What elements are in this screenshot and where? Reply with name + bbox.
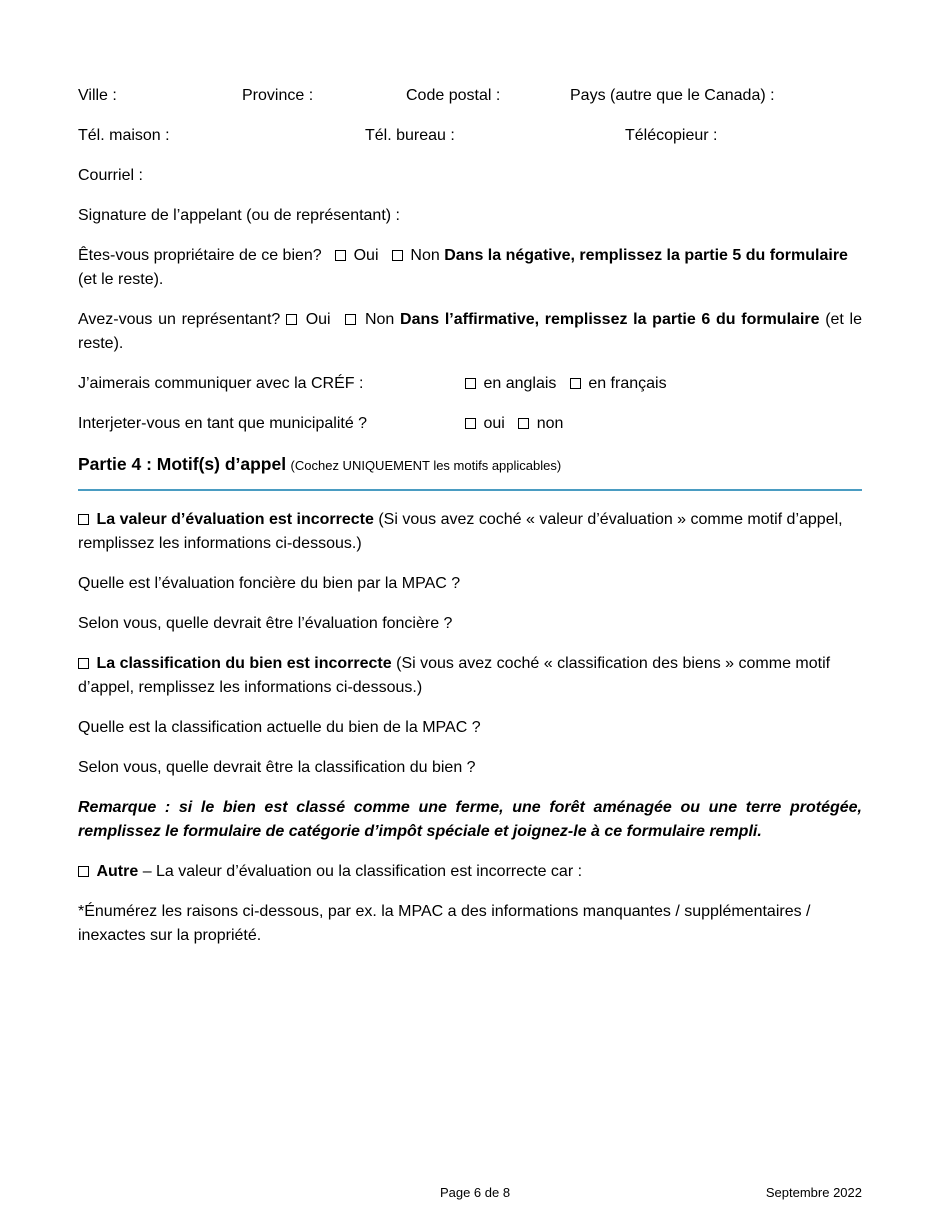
owner-non-checkbox[interactable] (392, 250, 403, 261)
municipality-question: Interjeter-vous en tant que municipalité ? (78, 415, 368, 432)
municipality-oui-label: oui (483, 415, 505, 432)
footer-date: Septembre 2022 (765, 1185, 862, 1200)
motif-value-checkbox[interactable] (78, 514, 89, 525)
representative-instruction: Dans l’affirmative, remplissez la partie 6 du formulaire (400, 311, 820, 328)
owner-non-label: Non (410, 247, 440, 264)
signature-label: Signature de l’appelant (ou de représentant) : (78, 207, 400, 224)
representative-oui-checkbox[interactable] (286, 314, 297, 325)
municipality-question-row (78, 412, 862, 436)
owner-question-text: Êtes-vous propriétaire de ce bien? (78, 247, 322, 264)
motif-other-label: Autre (96, 863, 139, 880)
owner-question (78, 244, 862, 292)
classification-current-question: Quelle est la classification actuelle du bien de la MPAC ? (78, 719, 481, 736)
page-footer (0, 1184, 950, 1202)
motif-other-line (78, 860, 862, 884)
language-anglais-checkbox[interactable] (465, 378, 476, 389)
municipality-oui-checkbox[interactable] (465, 418, 476, 429)
owner-oui-checkbox[interactable] (335, 250, 346, 261)
owner-oui-label: Oui (353, 247, 379, 264)
representative-oui-label: Oui (305, 311, 331, 328)
owner-suffix: (et le reste). (78, 271, 164, 288)
remark-paragraph: Remarque : si le bien est classé comme une ferme, une forêt aménagée ou une terre protégée, remplissez le formulaire de catégorie d’impôt spéciale et joignez-le à ce formulaire rempli. (78, 799, 862, 840)
tel-maison-label: Tél. maison : (78, 127, 170, 144)
motif-classification-label: La classification du bien est incorrecte (96, 655, 392, 672)
motif-value-label: La valeur d’évaluation est incorrecte (96, 511, 374, 528)
municipality-options (465, 412, 563, 436)
telecopieur-label: Télécopieur : (625, 127, 718, 144)
motif-other-checkbox[interactable] (78, 866, 89, 877)
representative-non-label: Non (364, 311, 395, 328)
motif-classification-note: (Si vous avez coché « classification des biens » comme motif d’appel, remplissez les informations ci-dessous.) (78, 655, 831, 696)
motif-value-note: (Si vous avez coché « valeur d’évaluation » comme motif d’appel, remplissez les informations ci-dessous.) (78, 511, 843, 552)
phone-row (78, 124, 862, 148)
representative-question-text: Avez-vous un représentant? (78, 311, 281, 328)
classification-should-question: Selon vous, quelle devrait être la classification du bien ? (78, 759, 476, 776)
language-question: J’aimerais communiquer avec la CRÉF : (78, 375, 364, 392)
page-number: Page 6 de 8 (439, 1185, 511, 1200)
language-question-row (78, 372, 862, 396)
reasons-note: *Énumérez les raisons ci-dessous, par ex. la MPAC a des informations manquantes / supplémentaires / inexactes sur la propriété. (78, 903, 811, 944)
representative-non-checkbox[interactable] (345, 314, 356, 325)
motif-value-line (78, 508, 862, 556)
part4-section-header (78, 452, 862, 491)
language-anglais-label: en anglais (483, 375, 557, 392)
tel-bureau-label: Tél. bureau : (365, 127, 455, 144)
owner-instruction: Dans la négative, remplissez la partie 5 du formulaire (444, 247, 848, 264)
code-postal-label: Code postal : (406, 87, 501, 104)
courriel-label: Courriel : (78, 167, 143, 184)
language-francais-checkbox[interactable] (570, 378, 581, 389)
municipality-non-checkbox[interactable] (518, 418, 529, 429)
language-francais-label: en français (588, 375, 667, 392)
part4-subtitle: (Cochez UNIQUEMENT les motifs applicables) (290, 458, 562, 473)
value-current-question: Quelle est l’évaluation foncière du bien par la MPAC ? (78, 575, 461, 592)
representative-question (78, 308, 862, 356)
pays-label: Pays (autre que le Canada) : (570, 87, 775, 104)
representative-suffix: (et le reste). (78, 311, 862, 352)
municipality-non-label: non (536, 415, 564, 432)
motif-classification-checkbox[interactable] (78, 658, 89, 669)
language-options (465, 372, 667, 396)
motif-classification-line (78, 652, 862, 700)
province-label: Province : (242, 87, 314, 104)
ville-label: Ville : (78, 87, 117, 104)
value-should-question: Selon vous, quelle devrait être l’évaluation foncière ? (78, 615, 453, 632)
address-row (78, 84, 862, 108)
part4-title: Partie 4 : Motif(s) d’appel (78, 454, 287, 474)
motif-other-text: – La valeur d’évaluation ou la classification est incorrecte car : (142, 863, 583, 880)
